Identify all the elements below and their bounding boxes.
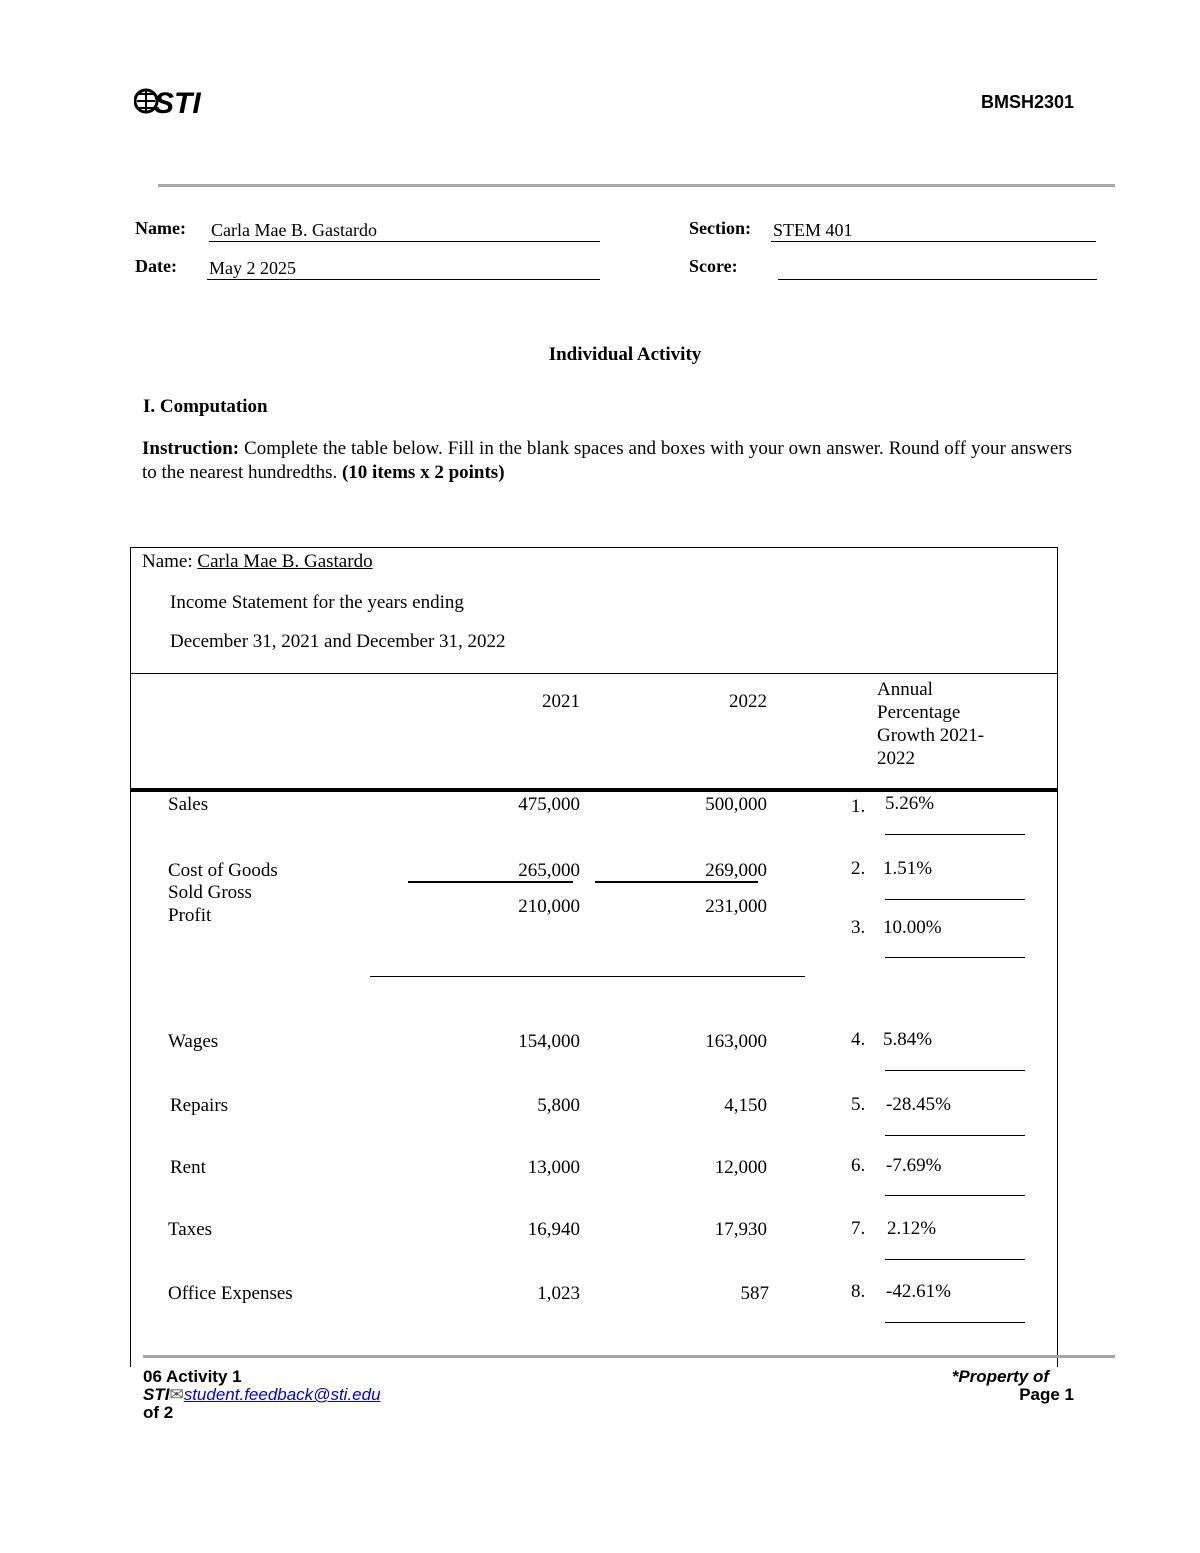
column-header-2021: 2021 bbox=[542, 691, 580, 712]
growth-header-line: Percentage bbox=[877, 702, 961, 723]
item-number: 1. bbox=[851, 796, 866, 817]
row-label-sales: Sales bbox=[168, 794, 209, 815]
value-2022: 12,000 bbox=[714, 1157, 767, 1178]
item-number: 7. bbox=[851, 1218, 866, 1239]
answer-field[interactable]: -28.45% bbox=[886, 1094, 951, 1115]
item-number: 5. bbox=[851, 1094, 866, 1115]
answer-field[interactable]: 5.84% bbox=[883, 1029, 933, 1050]
section-field[interactable]: STEM 401 bbox=[771, 218, 1096, 242]
row-label-rent: Rent bbox=[170, 1157, 206, 1178]
footer-property: *Property of bbox=[951, 1367, 1049, 1386]
growth-header-line: Growth 2021- bbox=[877, 725, 985, 746]
answer-field[interactable]: 1.51% bbox=[883, 858, 933, 879]
row-label-wages: Wages bbox=[168, 1031, 219, 1052]
date-label: Date: bbox=[135, 256, 177, 276]
answer-underline bbox=[885, 1195, 1025, 1196]
section-label: Section: bbox=[689, 218, 751, 238]
activity-title: Individual Activity bbox=[548, 344, 702, 365]
footer-sti: STI bbox=[143, 1385, 170, 1404]
table-divider bbox=[130, 673, 1058, 674]
answer-field[interactable]: -7.69% bbox=[886, 1155, 942, 1176]
value-2021: 265,000 bbox=[518, 860, 580, 881]
section-heading: I. Computation bbox=[143, 396, 268, 417]
table-name-value: Carla Mae B. Gastardo bbox=[197, 551, 373, 572]
answer-field[interactable]: 5.26% bbox=[885, 793, 935, 814]
footer-divider bbox=[143, 1355, 1115, 1358]
instruction-body: Complete the table below. Fill in the blank spaces and boxes with your own answer. Round off your answers to the nearest hundredths. bbox=[142, 438, 1072, 483]
course-code: BMSH2301 bbox=[980, 92, 1074, 112]
value-2022: 163,000 bbox=[705, 1031, 767, 1052]
value-2022: 17,930 bbox=[714, 1219, 767, 1240]
footer-pages-of: of 2 bbox=[143, 1403, 174, 1422]
logo-text: STI bbox=[154, 87, 201, 118]
score-field[interactable] bbox=[778, 256, 1097, 280]
table-name bbox=[142, 551, 373, 573]
value-2021: 154,000 bbox=[518, 1031, 580, 1052]
statement-title-line-1: Income Statement for the years ending bbox=[170, 592, 464, 613]
value-2021: 16,940 bbox=[527, 1219, 580, 1240]
row-label-taxes: Taxes bbox=[168, 1219, 213, 1240]
answer-field[interactable]: 2.12% bbox=[887, 1218, 937, 1239]
header-divider bbox=[158, 184, 1115, 187]
value-2022: 587 bbox=[740, 1283, 769, 1304]
answer-underline bbox=[885, 1135, 1025, 1136]
footer-right bbox=[952, 1368, 1074, 1404]
sti-logo bbox=[134, 84, 204, 118]
value-2022: 269,000 bbox=[705, 860, 767, 881]
value-2021: 475,000 bbox=[518, 794, 580, 815]
value-2021: 13,000 bbox=[527, 1157, 580, 1178]
answer-underline bbox=[885, 899, 1025, 900]
footer-contact bbox=[143, 1386, 381, 1404]
item-number: 4. bbox=[851, 1029, 866, 1050]
answer-underline bbox=[885, 834, 1025, 835]
row-label-cost-of-goods: Cost of Goods bbox=[168, 860, 278, 881]
instruction-points: (10 items x 2 points) bbox=[341, 462, 505, 483]
footer-activity: 06 Activity 1 bbox=[143, 1367, 242, 1386]
value-2021: 5,800 bbox=[537, 1095, 580, 1116]
value-2021: 210,000 bbox=[518, 896, 580, 917]
answer-field[interactable]: 10.00% bbox=[883, 917, 942, 938]
item-number: 8. bbox=[851, 1281, 866, 1302]
mail-icon: ✉ bbox=[169, 1385, 184, 1404]
row-label-repairs: Repairs bbox=[170, 1095, 229, 1116]
column-header-growth bbox=[877, 678, 984, 770]
table-header-rule bbox=[130, 788, 1058, 792]
value-2022: 500,000 bbox=[705, 794, 767, 815]
row-label-profit: Profit bbox=[168, 905, 212, 926]
growth-header-line: 2022 bbox=[877, 748, 915, 769]
row-label-sold-gross: Sold Gross bbox=[168, 882, 252, 903]
score-label: Score: bbox=[689, 256, 738, 276]
growth-header-line: Annual bbox=[877, 679, 933, 700]
instruction-label: Instruction: bbox=[142, 438, 240, 459]
name-label: Name: bbox=[135, 218, 186, 238]
value-2021: 1,023 bbox=[537, 1283, 580, 1304]
answer-underline bbox=[885, 957, 1025, 958]
footer-page-number: Page 1 bbox=[1019, 1385, 1074, 1404]
section-rule bbox=[370, 976, 805, 977]
row-label-office-expenses: Office Expenses bbox=[168, 1283, 293, 1304]
answer-underline bbox=[885, 1322, 1025, 1323]
feedback-email-link[interactable]: student.feedback@sti.edu bbox=[183, 1385, 381, 1404]
item-number: 6. bbox=[851, 1155, 866, 1176]
statement-title-line-2: December 31, 2021 and December 31, 2022 bbox=[170, 631, 506, 652]
name-field[interactable]: Carla Mae B. Gastardo bbox=[209, 218, 600, 242]
subtotal-rule bbox=[595, 881, 758, 883]
item-number: 2. bbox=[851, 858, 866, 879]
column-header-2022: 2022 bbox=[729, 691, 767, 712]
instruction-text bbox=[142, 437, 1072, 485]
answer-underline bbox=[885, 1070, 1025, 1071]
date-field[interactable]: May 2 2025 bbox=[207, 256, 600, 280]
table-name-label: Name: bbox=[142, 551, 198, 572]
item-number: 3. bbox=[851, 917, 866, 938]
footer-left bbox=[143, 1368, 381, 1422]
answer-underline bbox=[885, 1259, 1025, 1260]
answer-field[interactable]: -42.61% bbox=[886, 1281, 951, 1302]
value-2022: 231,000 bbox=[705, 896, 767, 917]
subtotal-rule bbox=[408, 881, 573, 883]
value-2022: 4,150 bbox=[724, 1095, 767, 1116]
